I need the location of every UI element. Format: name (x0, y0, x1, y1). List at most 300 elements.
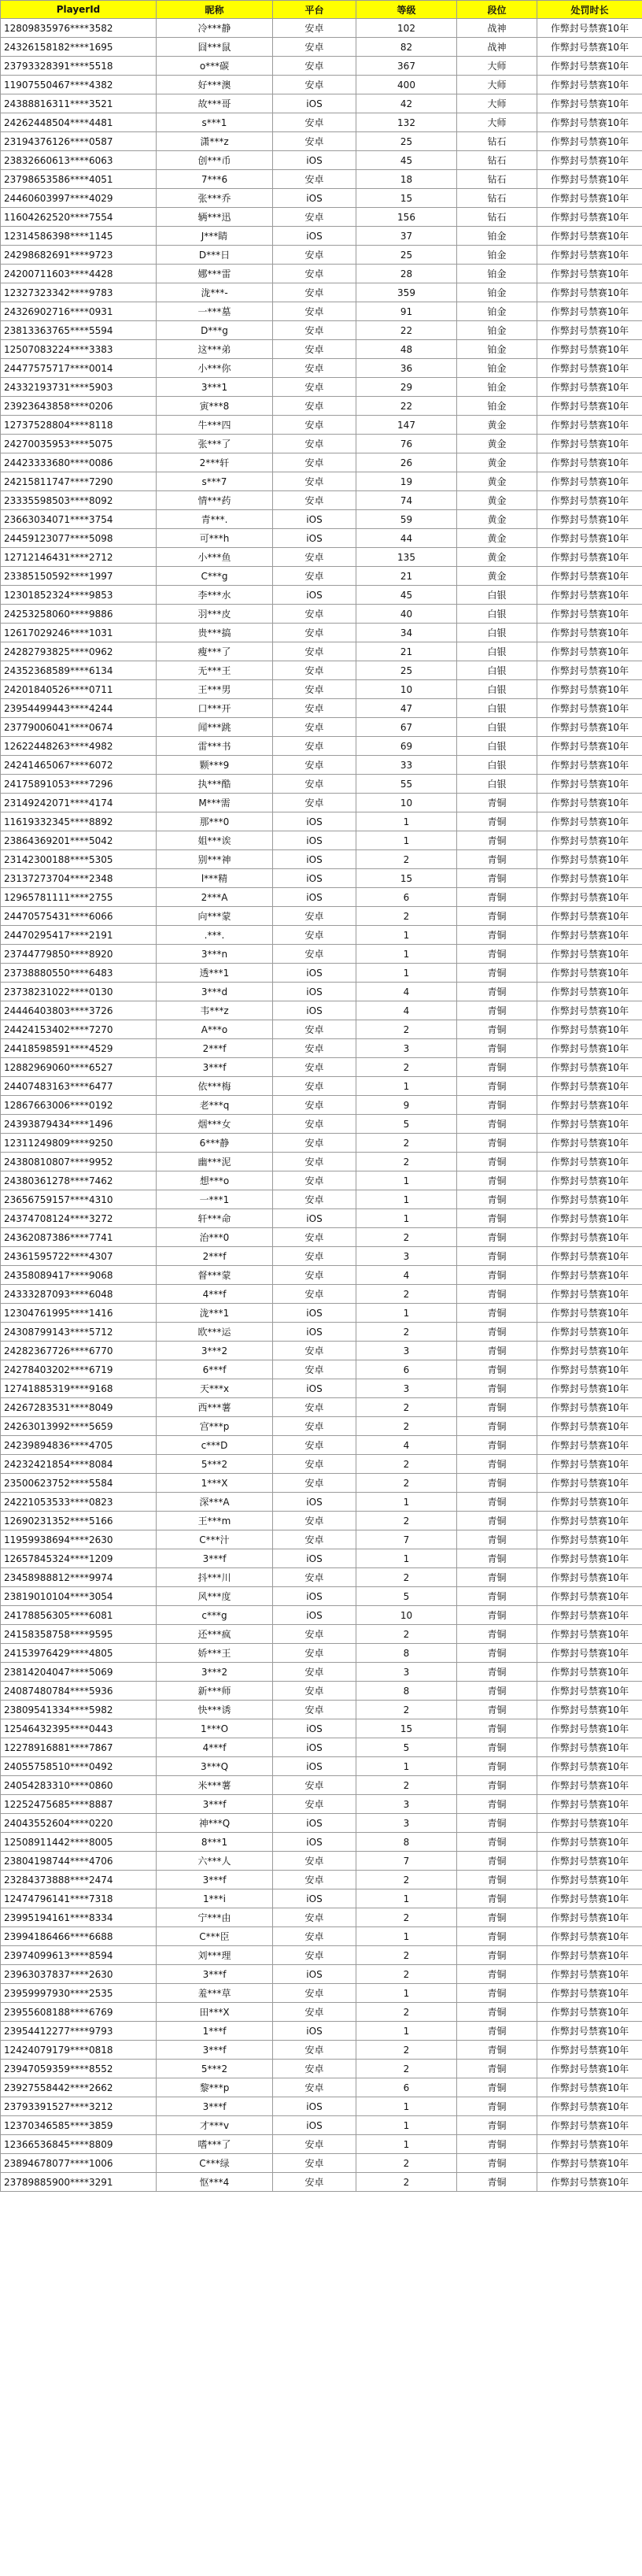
nickname-cell: A***o (157, 1020, 273, 1039)
nickname-cell: C***汁 (157, 1530, 273, 1549)
player-id-cell: 24332193731****5903 (1, 378, 157, 397)
rank-cell: 青铜 (457, 1455, 537, 1474)
rank-cell: 青铜 (457, 794, 537, 812)
rank-cell: 青铜 (457, 1965, 537, 1984)
table-row (1, 1795, 642, 1814)
table-row (1, 699, 642, 718)
table-row (1, 1682, 642, 1701)
level-cell: 10 (356, 680, 457, 699)
player-id-cell: 23954412277****9793 (1, 2022, 157, 2041)
rank-cell: 战神 (457, 19, 537, 38)
table-row (1, 2173, 642, 2192)
table-row (1, 680, 642, 699)
rank-cell: 青铜 (457, 1493, 537, 1512)
player-id-cell: 24270035953****5075 (1, 435, 157, 453)
nickname-cell: s***1 (157, 113, 273, 132)
rank-cell: 钻石 (457, 208, 537, 227)
rank-cell: 青铜 (457, 831, 537, 850)
level-cell: 400 (356, 76, 457, 94)
player-id-cell: 24263013992****5659 (1, 1417, 157, 1436)
rank-cell: 青铜 (457, 1171, 537, 1190)
player-id-cell: 23500623752****5584 (1, 1474, 157, 1493)
level-cell: 2 (356, 1323, 457, 1342)
platform-cell: 安卓 (273, 340, 356, 359)
nickname-cell: 李***水 (157, 586, 273, 605)
player-id-cell: 23793391527****3212 (1, 2097, 157, 2116)
table-row (1, 2097, 642, 2116)
player-id-cell: 24241465067****6072 (1, 756, 157, 775)
penalty-cell: 作弊封号禁赛10年 (537, 1701, 642, 1719)
level-cell: 3 (356, 1795, 457, 1814)
level-cell: 36 (356, 359, 457, 378)
penalty-cell: 作弊封号禁赛10年 (537, 19, 642, 38)
penalty-cell: 作弊封号禁赛10年 (537, 227, 642, 246)
player-id-cell: 23149242071****4174 (1, 794, 157, 812)
platform-cell: 安卓 (273, 2041, 356, 2060)
player-id-cell: 12622448263****4982 (1, 737, 157, 756)
nickname-cell: c***g (157, 1606, 273, 1625)
table-row (1, 1625, 642, 1644)
platform-cell: iOS (273, 1549, 356, 1568)
level-cell: 2 (356, 1946, 457, 1965)
table-row (1, 983, 642, 1001)
player-id-cell: 23385150592****1997 (1, 567, 157, 586)
table-row (1, 1927, 642, 1946)
player-id-cell: 24418598591****4529 (1, 1039, 157, 1058)
player-id-cell: 12370346585****3859 (1, 2116, 157, 2135)
level-cell: 15 (356, 1719, 457, 1738)
level-cell: 45 (356, 151, 457, 170)
nickname-cell: D***日 (157, 246, 273, 265)
player-id-cell: 24043552604****0220 (1, 1814, 157, 1833)
penalty-cell: 作弊封号禁赛10年 (537, 1096, 642, 1115)
player-id-cell: 23923643858****0206 (1, 397, 157, 416)
table-row (1, 1228, 642, 1247)
platform-cell: 安卓 (273, 1568, 356, 1587)
rank-cell: 青铜 (457, 983, 537, 1001)
table-row (1, 1946, 642, 1965)
player-id-cell: 24362087386****7741 (1, 1228, 157, 1247)
penalty-cell: 作弊封号禁赛10年 (537, 1001, 642, 1020)
rank-cell: 青铜 (457, 2060, 537, 2078)
header-player-id: PlayerId (1, 1, 157, 19)
level-cell: 28 (356, 265, 457, 283)
player-id-cell: 23959997930****2535 (1, 1984, 157, 2003)
nickname-cell: 田***X (157, 2003, 273, 2022)
player-id-cell: 12546432395****0443 (1, 1719, 157, 1738)
level-cell: 1 (356, 1171, 457, 1190)
rank-cell: 青铜 (457, 1001, 537, 1020)
table-row (1, 189, 642, 208)
table-row (1, 227, 642, 246)
level-cell: 4 (356, 1266, 457, 1285)
nickname-cell: 幽***泥 (157, 1153, 273, 1171)
platform-cell: 安卓 (273, 624, 356, 642)
platform-cell: 安卓 (273, 283, 356, 302)
table-row (1, 19, 642, 38)
player-id-cell: 24446403803****3726 (1, 1001, 157, 1020)
platform-cell: 安卓 (273, 302, 356, 321)
rank-cell: 青铜 (457, 1625, 537, 1644)
platform-cell: 安卓 (273, 321, 356, 340)
rank-cell: 青铜 (457, 1304, 537, 1323)
table-row (1, 2022, 642, 2041)
platform-cell: 安卓 (273, 680, 356, 699)
table-row (1, 1323, 642, 1342)
nickname-cell: 8***1 (157, 1833, 273, 1852)
rank-cell: 青铜 (457, 2097, 537, 2116)
rank-cell: 青铜 (457, 2022, 537, 2041)
nickname-cell: 可***h (157, 529, 273, 548)
player-id-cell: 12278916881****7867 (1, 1738, 157, 1757)
player-id-cell: 12867663006****0192 (1, 1096, 157, 1115)
platform-cell: 安卓 (273, 1701, 356, 1719)
platform-cell: iOS (273, 2116, 356, 2135)
table-row (1, 1530, 642, 1549)
player-id-cell: 12657845324****1209 (1, 1549, 157, 1568)
table-row (1, 831, 642, 850)
penalty-cell: 作弊封号禁赛10年 (537, 1984, 642, 2003)
table-row (1, 340, 642, 359)
table-row (1, 1398, 642, 1417)
penalty-cell: 作弊封号禁赛10年 (537, 208, 642, 227)
level-cell: 10 (356, 1606, 457, 1625)
rank-cell: 青铜 (457, 1682, 537, 1701)
penalty-cell: 作弊封号禁赛10年 (537, 1927, 642, 1946)
nickname-cell: 6***f (157, 1360, 273, 1379)
penalty-cell: 作弊封号禁赛10年 (537, 2060, 642, 2078)
platform-cell: 安卓 (273, 359, 356, 378)
table-row (1, 2135, 642, 2154)
rank-cell: 青铜 (457, 926, 537, 945)
table-row (1, 794, 642, 812)
nickname-cell: C***g (157, 567, 273, 586)
player-id-cell: 12712146431****2712 (1, 548, 157, 567)
player-id-cell: 12809835976****3582 (1, 19, 157, 38)
platform-cell: iOS (273, 1304, 356, 1323)
level-cell: 44 (356, 529, 457, 548)
table-row (1, 1908, 642, 1927)
player-id-cell: 12737528804****8118 (1, 416, 157, 435)
nickname-cell: 羽***皮 (157, 605, 273, 624)
rank-cell: 青铜 (457, 1644, 537, 1663)
rank-cell: 黄金 (457, 453, 537, 472)
platform-cell: 安卓 (273, 1077, 356, 1096)
table-row (1, 1833, 642, 1852)
penalty-cell: 作弊封号禁赛10年 (537, 397, 642, 416)
level-cell: 2 (356, 2060, 457, 2078)
nickname-cell: 3***f (157, 1795, 273, 1814)
table-row (1, 321, 642, 340)
table-row (1, 416, 642, 435)
penalty-cell: 作弊封号禁赛10年 (537, 359, 642, 378)
nickname-cell: 5***2 (157, 2060, 273, 2078)
level-cell: 67 (356, 718, 457, 737)
level-cell: 25 (356, 661, 457, 680)
platform-cell: 安卓 (273, 567, 356, 586)
nickname-cell: 4***f (157, 1285, 273, 1304)
rank-cell: 青铜 (457, 2135, 537, 2154)
nickname-cell: 3***d (157, 983, 273, 1001)
table-row (1, 1285, 642, 1304)
table-row (1, 1417, 642, 1436)
nickname-cell: 抖***川 (157, 1568, 273, 1587)
platform-cell: 安卓 (273, 378, 356, 397)
player-id-cell: 12741885319****9168 (1, 1379, 157, 1398)
nickname-cell: 娜***雷 (157, 265, 273, 283)
penalty-cell: 作弊封号禁赛10年 (537, 1228, 642, 1247)
nickname-cell: 颗***9 (157, 756, 273, 775)
nickname-cell: 小***鱼 (157, 548, 273, 567)
table-row (1, 1493, 642, 1512)
table-row (1, 1663, 642, 1682)
penalty-cell: 作弊封号禁赛10年 (537, 756, 642, 775)
nickname-cell: 王***男 (157, 680, 273, 699)
nickname-cell: 欧***运 (157, 1323, 273, 1342)
level-cell: 8 (356, 1644, 457, 1663)
player-id-cell: 23793328391****5518 (1, 57, 157, 76)
platform-cell: iOS (273, 831, 356, 850)
penalty-cell: 作弊封号禁赛10年 (537, 794, 642, 812)
level-cell: 1 (356, 1077, 457, 1096)
penalty-cell: 作弊封号禁赛10年 (537, 1209, 642, 1228)
player-id-cell: 12882969060****6527 (1, 1058, 157, 1077)
level-cell: 59 (356, 510, 457, 529)
penalty-cell: 作弊封号禁赛10年 (537, 94, 642, 113)
platform-cell: 安卓 (273, 1058, 356, 1077)
table-row (1, 1115, 642, 1134)
penalty-cell: 作弊封号禁赛10年 (537, 1606, 642, 1625)
level-cell: 2 (356, 2041, 457, 2060)
rank-cell: 青铜 (457, 1285, 537, 1304)
penalty-cell: 作弊封号禁赛10年 (537, 1644, 642, 1663)
table-row (1, 1020, 642, 1039)
rank-cell: 青铜 (457, 1398, 537, 1417)
player-id-cell: 23814204047****5069 (1, 1663, 157, 1682)
penalty-cell: 作弊封号禁赛10年 (537, 302, 642, 321)
rank-cell: 青铜 (457, 907, 537, 926)
rank-cell: 青铜 (457, 1247, 537, 1266)
level-cell: 45 (356, 586, 457, 605)
penalty-cell: 作弊封号禁赛10年 (537, 1417, 642, 1436)
rank-cell: 青铜 (457, 1436, 537, 1455)
rank-cell: 白银 (457, 699, 537, 718)
platform-cell: 安卓 (273, 453, 356, 472)
nickname-cell: 张***乔 (157, 189, 273, 208)
nickname-cell: 故***哥 (157, 94, 273, 113)
level-cell: 2 (356, 1625, 457, 1644)
nickname-cell: 2***轩 (157, 453, 273, 472)
platform-cell: 安卓 (273, 2135, 356, 2154)
level-cell: 18 (356, 170, 457, 189)
nickname-cell: 王***m (157, 1512, 273, 1530)
rank-cell: 白银 (457, 718, 537, 737)
rank-cell: 青铜 (457, 1342, 537, 1360)
player-id-cell: 24054283310****0860 (1, 1776, 157, 1795)
penalty-cell: 作弊封号禁赛10年 (537, 888, 642, 907)
platform-cell: iOS (273, 1738, 356, 1757)
level-cell: 15 (356, 189, 457, 208)
level-cell: 6 (356, 888, 457, 907)
player-id-cell: 24200711603****4428 (1, 265, 157, 283)
platform-cell: 安卓 (273, 38, 356, 57)
table-row (1, 850, 642, 869)
penalty-cell: 作弊封号禁赛10年 (537, 1871, 642, 1889)
table-row (1, 378, 642, 397)
platform-cell: 安卓 (273, 1039, 356, 1058)
platform-cell: 安卓 (273, 2154, 356, 2173)
penalty-cell: 作弊封号禁赛10年 (537, 1153, 642, 1171)
penalty-cell: 作弊封号禁赛10年 (537, 1266, 642, 1285)
player-id-cell: 12617029246****1031 (1, 624, 157, 642)
level-cell: 2 (356, 907, 457, 926)
nickname-cell: 宫***p (157, 1417, 273, 1436)
player-id-cell: 23137273704****2348 (1, 869, 157, 888)
player-id-cell: 23804198744****4706 (1, 1852, 157, 1871)
rank-cell: 青铜 (457, 1512, 537, 1530)
nickname-cell: 3***f (157, 2097, 273, 2116)
table-row (1, 1436, 642, 1455)
rank-cell: 青铜 (457, 1606, 537, 1625)
penalty-cell: 作弊封号禁赛10年 (537, 1814, 642, 1833)
table-row (1, 945, 642, 964)
level-cell: 1 (356, 1889, 457, 1908)
nickname-cell: 辆***迅 (157, 208, 273, 227)
level-cell: 2 (356, 1020, 457, 1039)
nickname-cell: 泷***1 (157, 1304, 273, 1323)
penalty-cell: 作弊封号禁赛10年 (537, 812, 642, 831)
platform-cell: 安卓 (273, 1360, 356, 1379)
rank-cell: 白银 (457, 624, 537, 642)
player-id-cell: 11619332345****8892 (1, 812, 157, 831)
player-id-cell: 24477575717****0014 (1, 359, 157, 378)
level-cell: 1 (356, 1304, 457, 1323)
level-cell: 2 (356, 1058, 457, 1077)
table-row (1, 1304, 642, 1323)
table-row (1, 1096, 642, 1115)
level-cell: 359 (356, 283, 457, 302)
platform-cell: iOS (273, 2022, 356, 2041)
penalty-cell: 作弊封号禁赛10年 (537, 1342, 642, 1360)
platform-cell: iOS (273, 1889, 356, 1908)
penalty-cell: 作弊封号禁赛10年 (537, 2097, 642, 2116)
platform-cell: 安卓 (273, 1776, 356, 1795)
player-id-cell: 24333287093****6048 (1, 1285, 157, 1304)
level-cell: 3 (356, 1342, 457, 1360)
nickname-cell: 闻***跳 (157, 718, 273, 737)
level-cell: 2 (356, 1965, 457, 1984)
nickname-cell: 潇***z (157, 132, 273, 151)
level-cell: 21 (356, 642, 457, 661)
rank-cell: 青铜 (457, 1889, 537, 1908)
platform-cell: 安卓 (273, 265, 356, 283)
table-row (1, 76, 642, 94)
table-row (1, 510, 642, 529)
platform-cell: iOS (273, 151, 356, 170)
penalty-cell: 作弊封号禁赛10年 (537, 529, 642, 548)
penalty-cell: 作弊封号禁赛10年 (537, 699, 642, 718)
rank-cell: 黄金 (457, 510, 537, 529)
table-row (1, 38, 642, 57)
platform-cell: 安卓 (273, 1020, 356, 1039)
penalty-cell: 作弊封号禁赛10年 (537, 113, 642, 132)
penalty-cell: 作弊封号禁赛10年 (537, 964, 642, 983)
platform-cell: 安卓 (273, 2173, 356, 2192)
rank-cell: 铂金 (457, 321, 537, 340)
penalty-cell: 作弊封号禁赛10年 (537, 189, 642, 208)
player-id-cell: 24374708124****3272 (1, 1209, 157, 1228)
table-row (1, 1474, 642, 1493)
player-id-cell: 24361595722****4307 (1, 1247, 157, 1266)
rank-cell: 青铜 (457, 1039, 537, 1058)
nickname-cell: 2***f (157, 1039, 273, 1058)
level-cell: 3 (356, 1247, 457, 1266)
player-id-cell: 23974099613****8594 (1, 1946, 157, 1965)
level-cell: 1 (356, 1549, 457, 1568)
nickname-cell: 别***神 (157, 850, 273, 869)
platform-cell: 安卓 (273, 76, 356, 94)
player-id-cell: 23864369201****5042 (1, 831, 157, 850)
penalty-cell: 作弊封号禁赛10年 (537, 57, 642, 76)
platform-cell: 安卓 (273, 1946, 356, 1965)
nickname-cell: C***绿 (157, 2154, 273, 2173)
table-row (1, 2116, 642, 2135)
penalty-cell: 作弊封号禁赛10年 (537, 321, 642, 340)
platform-cell: 安卓 (273, 945, 356, 964)
penalty-cell: 作弊封号禁赛10年 (537, 680, 642, 699)
penalty-cell: 作弊封号禁赛10年 (537, 1455, 642, 1474)
nickname-cell: 西***薯 (157, 1398, 273, 1417)
table-row (1, 2003, 642, 2022)
level-cell: 5 (356, 1115, 457, 1134)
table-row (1, 1984, 642, 2003)
nickname-cell: 韦***z (157, 1001, 273, 1020)
player-id-cell: 23994186466****6688 (1, 1927, 157, 1946)
penalty-cell: 作弊封号禁赛10年 (537, 1379, 642, 1398)
nickname-cell: 3***f (157, 1871, 273, 1889)
rank-cell: 青铜 (457, 1474, 537, 1493)
level-cell: 7 (356, 1530, 457, 1549)
player-id-cell: 23963037837****2630 (1, 1965, 157, 1984)
level-cell: 132 (356, 113, 457, 132)
level-cell: 1 (356, 831, 457, 850)
penalty-cell: 作弊封号禁赛10年 (537, 1776, 642, 1795)
platform-cell: 安卓 (273, 1342, 356, 1360)
penalty-cell: 作弊封号禁赛10年 (537, 586, 642, 605)
nickname-cell: 怄***4 (157, 2173, 273, 2192)
nickname-cell: 治***0 (157, 1228, 273, 1247)
penalty-cell: 作弊封号禁赛10年 (537, 926, 642, 945)
nickname-cell: 3***n (157, 945, 273, 964)
player-id-cell: 24407483163****6477 (1, 1077, 157, 1096)
table-row (1, 359, 642, 378)
player-id-cell: 24459123077****5098 (1, 529, 157, 548)
platform-cell: 安卓 (273, 1228, 356, 1247)
level-cell: 1 (356, 964, 457, 983)
player-id-cell: 24282367726****6770 (1, 1342, 157, 1360)
rank-cell: 青铜 (457, 1587, 537, 1606)
platform-cell: 安卓 (273, 737, 356, 756)
level-cell: 367 (356, 57, 457, 76)
penalty-cell: 作弊封号禁赛10年 (537, 1568, 642, 1587)
level-cell: 1 (356, 1209, 457, 1228)
penalty-cell: 作弊封号禁赛10年 (537, 1549, 642, 1568)
rank-cell: 青铜 (457, 1738, 537, 1757)
level-cell: 6 (356, 2078, 457, 2097)
penalty-cell: 作弊封号禁赛10年 (537, 567, 642, 586)
penalty-cell: 作弊封号禁赛10年 (537, 1323, 642, 1342)
rank-cell: 青铜 (457, 1077, 537, 1096)
